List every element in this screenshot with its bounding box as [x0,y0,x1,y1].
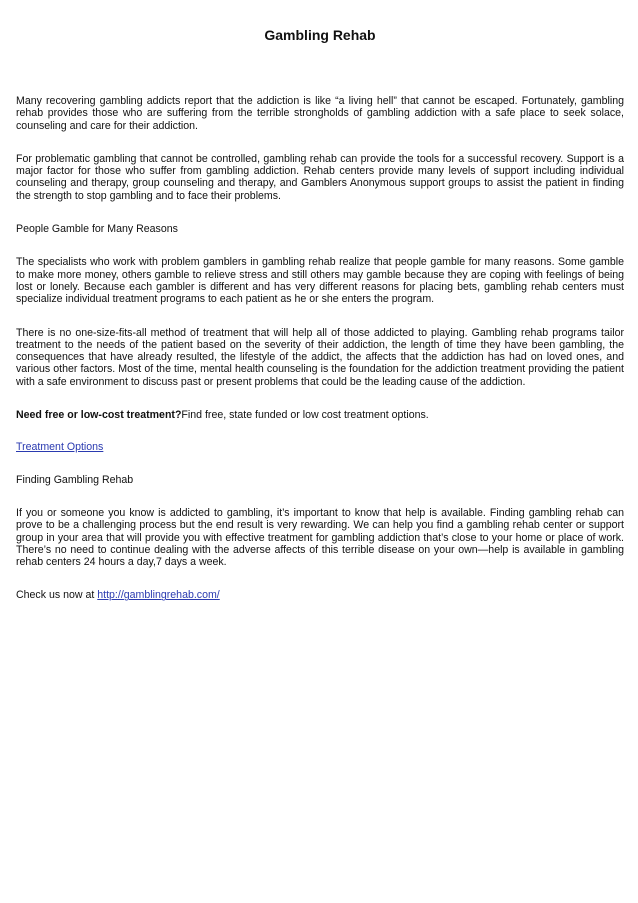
section-heading-finding: Finding Gambling Rehab [16,473,134,486]
document-title: Gambling Rehab [264,27,376,43]
document-page [16,26,624,602]
intro-paragraph: Many recovering gambling addicts report that the addiction is like “a living hell” that cannot be escaped. Fortunately, gambling rehab provides those who are suffering from the terrible strongholds of gambling addiction with a safe place to seek solace, counseling and care for their addiction. [16,95,624,132]
closing-prefix: Check us now at [16,589,98,602]
treatment-paragraph: There is no one-size-fits-all method of treatment that will help all of those addicted to playing. Gambling rehab programs tailor treatment to the needs of the patient based on the severity of their addiction, the length of time they have been gambling, the consequences that have already resulted, the lifestyle of the addict, the affects that the addiction has had on loved ones, and various other factors. Most of the time, mental health counseling is the foundation for the addiction treatment providing the patient with a safe environment to discuss past or present problems that could be the leading cause of the addiction. [16,326,624,388]
cta-line [16,409,624,421]
section-heading-reasons: People Gamble for Many Reasons [16,223,178,236]
support-paragraph: For problematic gambling that cannot be controlled, gambling rehab can provide the tools for a successful recovery. Support is a major factor for those who suffer from gambling addiction. Rehab centers provide many levels of support including individual counseling and therapy, group counseling and therapy, and Gamblers Anonymous support groups to assist the patient in finding the strength to stop gambling and to face their problems. [16,152,624,202]
finding-paragraph: If you or someone you know is addicted to gambling, it’s important to know that help is available. Finding gambling rehab can prove to be a challenging process but the end result is very rewarding. We can help you find a gambling rehab center or support group in your area that will provide you with effective treatment for gambling addiction that’s close to your home or place of work. There’s no need to continue dealing with the adverse affects of this terrible disease on your own—help is available in gambling rehab centers 24 hours a day,7 days a week. [16,506,624,569]
cta-bold-text: Need free or low-cost treatment? [16,409,182,422]
reasons-paragraph: The specialists who work with problem gamblers in gambling rehab realize that people gamble for many reasons. Some gamble to make more money, others gamble to relieve stress and still others may gamble because they are coping with feelings of being lost or lonely. Because each gambler is different and has very different reasons for placing bets, gambling rehab centers must specialize individual treatment programs to each patient as he or she enters the program. [16,256,624,306]
cta-text: Find free, state funded or low cost treatment options. [181,409,429,422]
treatment-options-link[interactable]: Treatment Options [16,441,104,454]
website-link[interactable]: http://gamblingrehab.com/ [97,589,220,602]
treatment-link-line [16,441,624,453]
closing-line [16,589,624,601]
